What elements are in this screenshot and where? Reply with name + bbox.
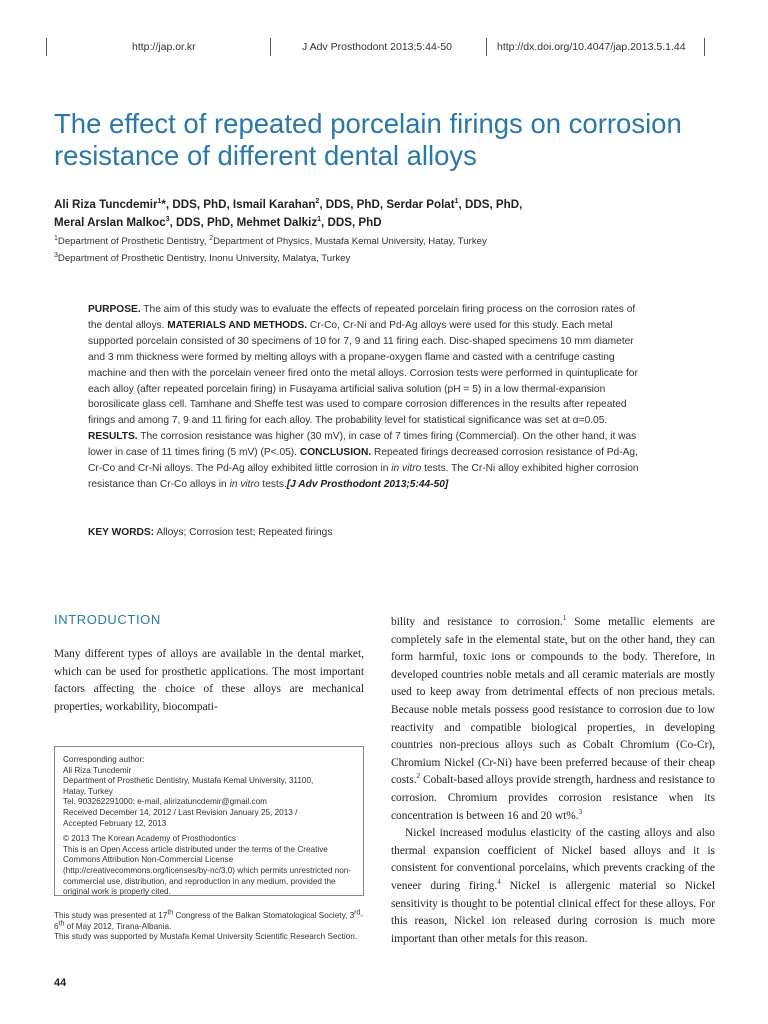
paragraph-text: bility and resistance to corrosion. — [391, 616, 563, 628]
author-degree: , DDS, PhD, — [458, 198, 523, 211]
keywords — [88, 527, 640, 538]
correspondence-contact: Tel. 903262291000: e-mail, alirizatuncdemir@gmail.com — [63, 797, 267, 807]
correspondence-dept: Department of Prosthetic Dentistry, Mustafa Kemal University, 31100, — [63, 776, 314, 786]
author-name: Ali Riza Tuncdemir — [54, 198, 158, 211]
footnote-text: of May 2012, Tirana-Albania. — [64, 921, 172, 931]
body-column-right — [391, 614, 715, 948]
footnote-sup: rd — [354, 909, 361, 917]
header-divider — [46, 38, 47, 56]
intro-paragraph — [391, 825, 715, 948]
header-site-link[interactable]: http://jap.or.kr — [132, 41, 196, 53]
paragraph-text: Nickel increased modulus elasticity of the casting alloys and also thermal expansion coefficient of Nickel based alloys and it is consistent for conventional porcelains, which prevents cracking of the veneer during firing. — [391, 827, 715, 892]
running-header — [0, 38, 768, 58]
correspondence-name: Ali Riza Tuncdemir — [63, 765, 132, 775]
author-degree: , DDS, PhD, — [319, 198, 387, 211]
abstract-purpose: The aim of this study was to evaluate the effects of repeated porcelain firing process on the corrosion rates of the dental alloys. — [88, 304, 636, 331]
ref-sup: 4 — [497, 878, 501, 887]
affiliation-text: Department of Physics, Mustafa Kemal University, Hatay, Turkey — [213, 236, 487, 247]
author-name: Meral Arslan Malkoc — [54, 216, 166, 229]
author-sup: 2 — [315, 198, 320, 206]
abstract-results-label: RESULTS. — [88, 431, 138, 443]
abstract-results: The corrosion resistance was higher (30 mV), in case of 7 times firing (Commercial). On the other hand, it was lower in case of 11 times firing (5 mV) (P<.05). — [88, 431, 637, 459]
abstract-methods: Cr-Co, Cr-Ni and Pd-Ag alloys were used for this study. Each metal supported porcelain consisted of 30 specimens of 10 for 7, 9 and 11 firing each. Disc-shaped specimens 10 mm diameter and 3 mm thickness were formed by melting alloys with a propane-oxygen flame and casted with a centrifuge casting machine and then with the porcelain veneer fired onto the metal alloys. Corrosion tests were performed in quintuplicate for each alloy (after repeated porcelain firing) in Fusayama artificial saliva solution (pH = 5) in a low thermal-expansion borosilicate glass cell. Tamhane and Sheffe test was used to compare corrosion differences in the results after repeated firings and among 7, 9 and 11 firing for each alloy. The probability level for statistical significance was set at α=0.05. — [88, 319, 638, 427]
paragraph-text: Nickel is allergenic material so Nickel sensitivity is thought to be potential clinical effect for these alloys. For this reason, Nickel ion released during corrosion is much more important than other metals for this reason. — [391, 879, 715, 945]
keywords-text: Alloys; Corrosion test; Repeated firings — [154, 527, 333, 538]
footnote-text: Congress of the Balkan Stomatological Society, 3 — [173, 911, 355, 920]
header-divider — [486, 38, 487, 56]
affil-sup: 1 — [54, 234, 58, 242]
author-sup: 1 — [317, 216, 322, 224]
author-name: Serdar Polat — [386, 198, 455, 211]
affiliation-text: Department of Prosthetic Dentistry, — [57, 236, 210, 247]
abstract-italic: in vitro — [229, 478, 260, 490]
author-degree: , DDS, PhD — [321, 216, 382, 229]
author-sup: 1 — [454, 198, 459, 206]
correspondence-label: Corresponding author: — [63, 755, 145, 764]
correspondence-box — [54, 746, 364, 896]
affil-sup: 3 — [54, 251, 58, 259]
copyright-line: © 2013 The Korean Academy of Prosthodontics — [63, 834, 236, 844]
footnote-text: -6 — [54, 911, 364, 931]
intro-paragraph: Many different types of alloys are available in the dental market, which can be used for prosthetic applications. The most important factors affecting the choice of these alloys are mechanical properties, workability, biocompati- — [54, 648, 364, 713]
footnotes — [54, 911, 364, 943]
correspondence-content — [63, 755, 357, 898]
paragraph-text: Cobalt-based alloys provide strength, hardness and resistance to corrosion. Chromium provides corrosion resistance when its concentration is between 16 and 20 wt%. — [391, 774, 715, 822]
author-name: Ismail Karahan — [232, 198, 316, 211]
keywords-label: KEY WORDS: — [88, 527, 155, 538]
author-degree: , DDS, PhD, — [169, 216, 237, 229]
affiliation-text: Department of Prosthetic Dentistry, Inonu University, Malatya, Turkey — [57, 253, 351, 264]
affiliation-line-1 — [54, 236, 734, 247]
correspondence-accepted: Accepted February 12, 2013 — [63, 818, 167, 828]
abstract-purpose-label: PURPOSE. — [88, 304, 141, 315]
correspondence-received: Received December 14, 2012 / Last Revision January 25, 2013 / — [63, 807, 298, 817]
footnote-sup: th — [58, 919, 65, 927]
header-divider — [270, 38, 271, 56]
section-heading-introduction: INTRODUCTION — [54, 612, 161, 627]
footnote-text: This study was presented at 17 — [54, 911, 168, 920]
correspondence-city: Hatay, Turkey — [63, 786, 113, 796]
affiliation-line-2 — [54, 253, 734, 264]
author-list — [54, 196, 734, 232]
author-degree: *, DDS, PhD, — [161, 198, 233, 211]
header-doi-link[interactable]: http://dx.doi.org/10.4047/jap.2013.5.1.44 — [497, 41, 686, 53]
footnote-presentation — [54, 911, 364, 932]
abstract-conclusion: tests. — [259, 478, 287, 490]
page-number: 44 — [54, 977, 67, 989]
ref-sup: 1 — [562, 614, 567, 623]
license-text: This is an Open Access article distributed under the terms of the Creative Commons Attribution Non-Commercial License (http://creativecommons.org/licenses/by-nc/3.0) which permits unrestricted non-commercial use, distribution, and reproduction in any medium, provided the original work is properly cited. — [63, 844, 352, 897]
intro-paragraph — [391, 614, 715, 825]
author-sup: 1 — [157, 198, 162, 206]
header-journal: J Adv Prosthodont 2013;5:44-50 — [302, 41, 453, 53]
author-name: Mehmet Dalkiz — [236, 216, 318, 229]
ref-sup: 3 — [578, 807, 583, 816]
ref-sup: 2 — [416, 772, 421, 781]
abstract-conclusion-label: CONCLUSION. — [299, 447, 372, 459]
affil-sup: 2 — [209, 234, 214, 242]
paragraph-text: Some metallic elements are completely safe in the elemental state, but on the other hand, they can form harmful, toxic ions or compounds to the body. Therefore, in developed countries noble metals and all ceramic materials are mostly used to keep away from detrimental effects of non precious metals. Because noble metals possess good resistance to corrosion due to low reactivity and compatible biological properties, in developing countries non-precious alloys such as Cobalt Chromium (Co-Cr), Chromium Nickel (Cr-Ni) have been preferred because of their cheap costs. — [391, 616, 715, 787]
abstract-italic: in vitro — [391, 463, 422, 475]
footnote-support: This study was supported by Mustafa Kemal University Scientific Research Section. — [54, 932, 358, 942]
abstract-methods-label: MATERIALS AND METHODS. — [167, 319, 308, 331]
article-title: The effect of repeated porcelain firings on corrosion resistance of different dental alloys — [54, 108, 682, 171]
header-divider — [704, 38, 705, 56]
abstract — [88, 302, 640, 493]
author-sup: 3 — [165, 216, 170, 224]
abstract-conclusion: Repeated firings decreased corrosion resistance of Pd-Ag, Cr-Co and Cr-Ni alloys. The Pd-Ag alloy exhibited little corrosion in — [88, 447, 638, 475]
abstract-conclusion: tests. The Cr-Ni alloy exhibited higher corrosion resistance than Cr-Co alloys in — [88, 463, 639, 490]
abstract-citation: [J Adv Prosthodont 2013;5:44-50] — [286, 478, 449, 490]
footnote-sup: th — [167, 909, 174, 917]
body-column-left — [54, 646, 364, 716]
